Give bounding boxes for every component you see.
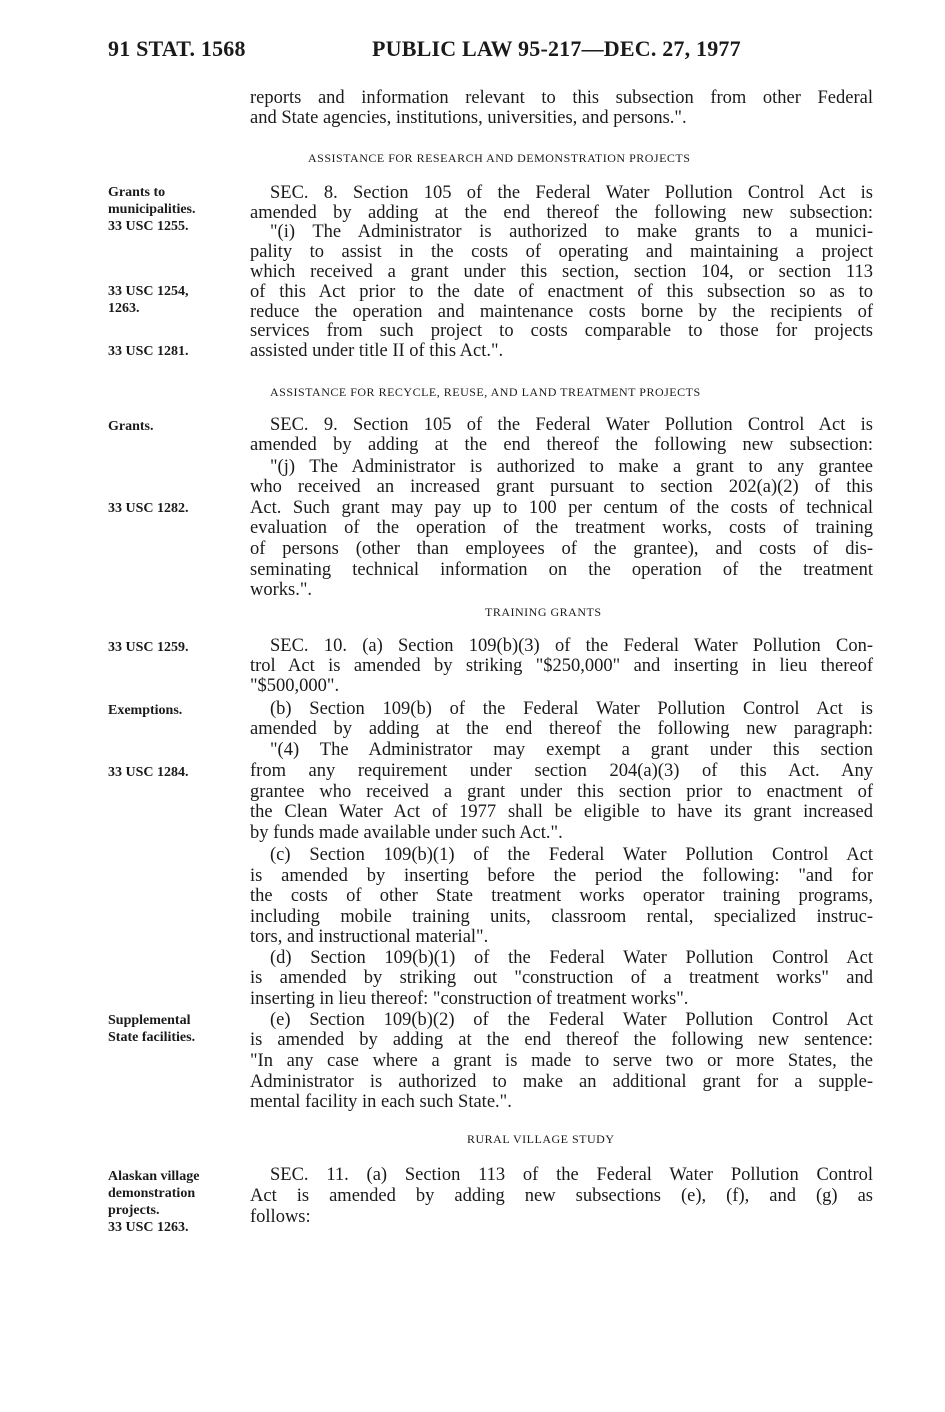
body-line: including mobile training units, classroom rental, specialized instruc- [250,907,873,927]
body-line: inserting in lieu thereof: "construction of treatment works". [250,989,689,1009]
margin-note-exemptions: Exemptions. [108,703,183,718]
body-line: evaluation of the operation of the treatment works, costs of training [250,518,873,538]
body-line: and State agencies, institutions, universities, and persons.". [250,108,687,128]
body-line: (d) Section 109(b)(1) of the Federal Water Pollution Control Act [270,948,873,968]
margin-note-supplemental: Supplemental State facilities. [108,1013,196,1045]
body-line: trol Act is amended by striking "$250,000" and inserting in lieu thereof [250,656,873,676]
body-line: is amended by striking out "construction of a treatment works" and [250,968,873,988]
body-line: is amended by inserting before the period the following: "and for [250,866,873,886]
law-title: PUBLIC LAW 95-217—DEC. 27, 1977 [372,36,741,61]
body-line: amended by adding at the end thereof the following new subsection: [250,435,873,455]
margin-note-usc-1282: 33 USC 1282. [108,501,189,516]
body-line: the Clean Water Act of 1977 shall be eligible to have its grant increased [250,802,873,822]
body-line: from any requirement under section 204(a)(3) of this Act. Any [250,761,873,781]
body-line: (b) Section 109(b) of the Federal Water Pollution Control Act is [270,699,873,719]
section-heading-rural: RURAL VILLAGE STUDY [467,1132,615,1146]
body-line: assisted under title II of this Act.". [250,341,504,361]
body-line: services from such project to costs comparable to those for projects [250,321,873,341]
body-line: of persons (other than employees of the grantee), and costs of dis- [250,539,873,559]
body-line: "(i) The Administrator is authorized to make grants to a munici- [270,222,873,242]
body-line: "(4) The Administrator may exempt a grant under this section [270,740,873,760]
body-line: is amended by adding at the end thereof the following new sentence: [250,1030,873,1050]
body-line: Administrator is authorized to make an additional grant for a supple- [250,1072,873,1092]
body-line: mental facility in each such State.". [250,1092,512,1112]
section-heading-research: ASSISTANCE FOR RESEARCH AND DEMONSTRATION PROJECTS [308,151,691,165]
body-line: Act. Such grant may pay up to 100 per centum of the costs of technical [250,498,873,518]
body-line: SEC. 10. (a) Section 109(b)(3) of the Federal Water Pollution Con- [270,636,873,656]
body-line: reports and information relevant to this subsection from other Federal [250,88,873,108]
body-line: amended by adding at the end thereof the following new paragraph: [250,719,873,739]
margin-note-usc-1254: 33 USC 1254, 1263. [108,284,189,316]
body-line: grantee who received a grant under this section prior to enactment of [250,782,873,802]
body-line: the costs of other State treatment works operator training programs, [250,886,873,906]
body-line: (c) Section 109(b)(1) of the Federal Water Pollution Control Act [270,845,873,865]
body-line: which received a grant under this section, section 104, or section 113 [250,262,873,282]
body-line: reduce the operation and maintenance costs borne by the recipients of [250,302,873,322]
section-heading-training: TRAINING GRANTS [485,605,602,619]
body-line: Act is amended by adding new subsections (e), (f), and (g) as [250,1186,873,1206]
margin-note-usc-1259: 33 USC 1259. [108,640,189,655]
margin-note-usc-1284: 33 USC 1284. [108,765,189,780]
page-reference: 91 STAT. 1568 [108,36,246,61]
margin-note-alaskan: Alaskan village demonstration projects. 33 USC 1263. [108,1169,200,1235]
body-line: of this Act prior to the date of enactment of this subsection so as to [250,282,873,302]
margin-note-grants: Grants. [108,419,154,434]
body-line: amended by adding at the end thereof the following new subsection: [250,203,873,223]
body-line: seminating technical information on the operation of the treatment [250,560,873,580]
body-line: follows: [250,1207,311,1227]
body-line: "(j) The Administrator is authorized to make a grant to any grantee [270,457,873,477]
body-line: tors, and instructional material". [250,927,489,947]
body-line: (e) Section 109(b)(2) of the Federal Water Pollution Control Act [270,1010,873,1030]
body-line: "In any case where a grant is made to serve two or more States, the [250,1051,873,1071]
margin-note-usc-1281: 33 USC 1281. [108,344,189,359]
body-line: pality to assist in the costs of operating and maintaining a project [250,242,873,262]
margin-note-grants-municipalities: Grants to municipalities. 33 USC 1255. [108,185,196,234]
body-line: who received an increased grant pursuant to section 202(a)(2) of this [250,477,873,497]
body-line: "$500,000". [250,676,340,696]
body-line: SEC. 9. Section 105 of the Federal Water Pollution Control Act is [270,415,873,435]
body-line: SEC. 8. Section 105 of the Federal Water Pollution Control Act is [270,183,873,203]
section-heading-recycle: ASSISTANCE FOR RECYCLE, REUSE, AND LAND TREATMENT PROJECTS [270,385,701,399]
body-line: SEC. 11. (a) Section 113 of the Federal Water Pollution Control [270,1165,873,1185]
body-line: works.". [250,580,313,600]
body-line: by funds made available under such Act.". [250,823,563,843]
